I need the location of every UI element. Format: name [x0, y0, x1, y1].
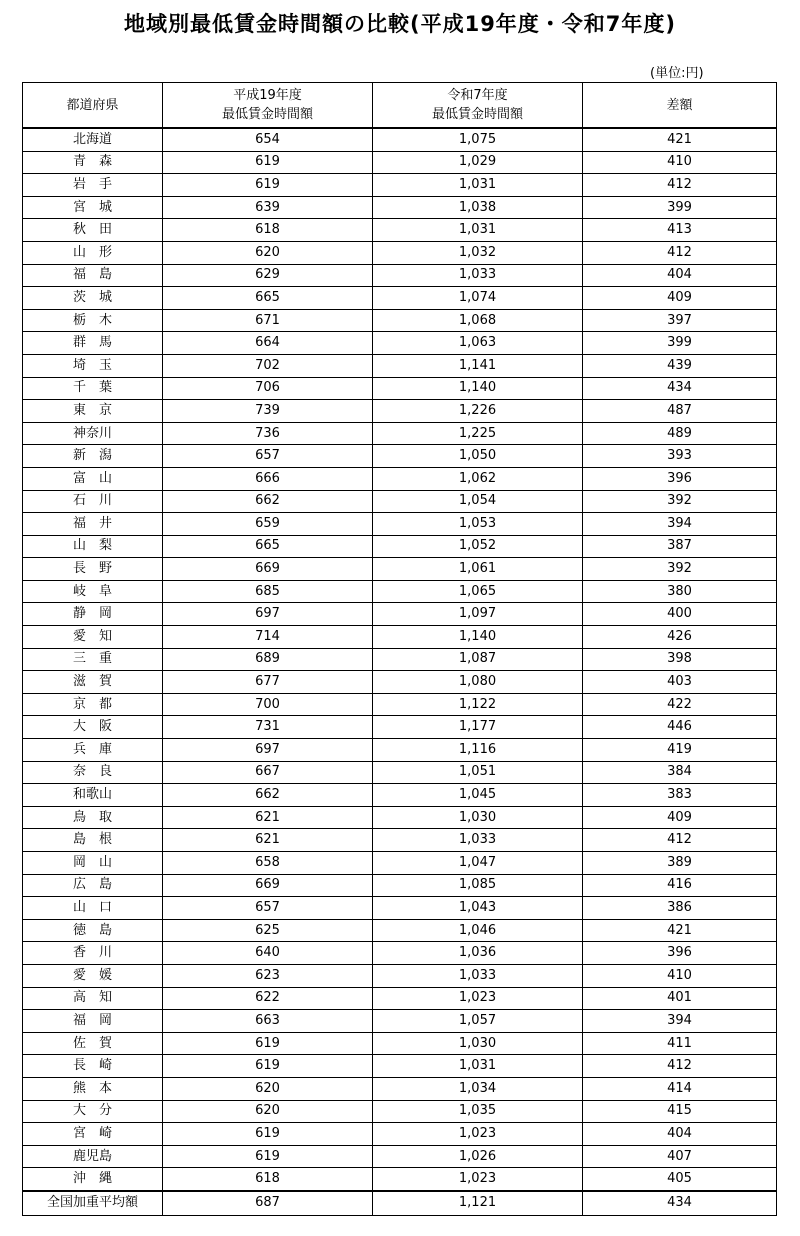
- cell-h19: 659: [163, 513, 373, 536]
- table-row: [23, 761, 777, 784]
- table-row: [23, 309, 777, 332]
- cell-h19: 619: [163, 151, 373, 174]
- table-row: [23, 241, 777, 264]
- cell-r7: 1,032: [373, 241, 583, 264]
- table-row: [23, 219, 777, 242]
- cell-prefecture: 石 川: [23, 490, 163, 513]
- cell-diff: 415: [583, 1100, 777, 1123]
- cell-r7: 1,226: [373, 400, 583, 423]
- cell-prefecture: 大 阪: [23, 716, 163, 739]
- table-row: [23, 580, 777, 603]
- cell-diff: 409: [583, 806, 777, 829]
- cell-h19: 657: [163, 445, 373, 468]
- table-row: [23, 467, 777, 490]
- cell-h19: 739: [163, 400, 373, 423]
- cell-diff: 392: [583, 490, 777, 513]
- cell-prefecture: 兵 庫: [23, 739, 163, 762]
- cell-diff: 446: [583, 716, 777, 739]
- cell-r7: 1,074: [373, 287, 583, 310]
- cell-h19: 689: [163, 648, 373, 671]
- table-row: [23, 806, 777, 829]
- cell-diff: 421: [583, 128, 777, 151]
- cell-r7: 1,052: [373, 535, 583, 558]
- table-row: [23, 151, 777, 174]
- cell-diff: 421: [583, 919, 777, 942]
- table-row: [23, 1010, 777, 1033]
- cell-diff: 389: [583, 852, 777, 875]
- table-row: [23, 919, 777, 942]
- cell-prefecture: 徳 島: [23, 919, 163, 942]
- cell-diff: 411: [583, 1032, 777, 1055]
- cell-prefecture: 福 岡: [23, 1010, 163, 1033]
- cell-r7: 1,122: [373, 693, 583, 716]
- cell-prefecture: 秋 田: [23, 219, 163, 242]
- header-prefecture: 都道府県: [23, 83, 163, 129]
- table-row: [23, 648, 777, 671]
- cell-prefecture: 福 井: [23, 513, 163, 536]
- cell-h19: 622: [163, 987, 373, 1010]
- table-row: [23, 829, 777, 852]
- table-row: [23, 1100, 777, 1123]
- table-row: [23, 964, 777, 987]
- table-body: [23, 128, 777, 1191]
- header-difference: 差額: [583, 83, 777, 129]
- cell-diff: 387: [583, 535, 777, 558]
- cell-r7: 1,023: [373, 987, 583, 1010]
- cell-r7: 1,097: [373, 603, 583, 626]
- table-row: [23, 1145, 777, 1168]
- cell-h19: 621: [163, 806, 373, 829]
- header-row: [23, 83, 777, 129]
- cell-r7: 1,033: [373, 264, 583, 287]
- table-row: [23, 1123, 777, 1146]
- cell-r7: 1,045: [373, 784, 583, 807]
- table-row: [23, 1055, 777, 1078]
- cell-prefecture: 熊 本: [23, 1077, 163, 1100]
- cell-h19: 619: [163, 1055, 373, 1078]
- cell-prefecture: 神奈川: [23, 422, 163, 445]
- cell-diff: 403: [583, 671, 777, 694]
- cell-r7: 1,047: [373, 852, 583, 875]
- cell-r7: 1,036: [373, 942, 583, 965]
- cell-h19: 714: [163, 626, 373, 649]
- cell-prefecture: 青 森: [23, 151, 163, 174]
- cell-r7: 1,035: [373, 1100, 583, 1123]
- cell-r7: 1,054: [373, 490, 583, 513]
- cell-h19: 620: [163, 1077, 373, 1100]
- cell-r7: 1,177: [373, 716, 583, 739]
- header-h19: [163, 83, 373, 129]
- cell-prefecture: 群 馬: [23, 332, 163, 355]
- cell-prefecture: 岩 手: [23, 174, 163, 197]
- cell-h19: 623: [163, 964, 373, 987]
- cell-h19: 619: [163, 174, 373, 197]
- cell-r7: 1,225: [373, 422, 583, 445]
- cell-r7: 1,050: [373, 445, 583, 468]
- cell-prefecture: 高 知: [23, 987, 163, 1010]
- table-row: [23, 196, 777, 219]
- table-row: [23, 716, 777, 739]
- header-h19-label: 最低賃金時間額: [221, 107, 313, 122]
- cell-prefecture: 奈 良: [23, 761, 163, 784]
- cell-h19: 677: [163, 671, 373, 694]
- cell-diff: 404: [583, 264, 777, 287]
- cell-r7: 1,057: [373, 1010, 583, 1033]
- cell-h19: 700: [163, 693, 373, 716]
- cell-r7: 1,080: [373, 671, 583, 694]
- table-row: [23, 332, 777, 355]
- cell-prefecture: 静 岡: [23, 603, 163, 626]
- cell-h19: 702: [163, 354, 373, 377]
- total-h19: 687: [163, 1191, 373, 1216]
- cell-diff: 489: [583, 422, 777, 445]
- cell-prefecture: 宮 崎: [23, 1123, 163, 1146]
- table-row: [23, 354, 777, 377]
- cell-diff: 396: [583, 467, 777, 490]
- cell-prefecture: 沖 縄: [23, 1168, 163, 1191]
- table-row: [23, 603, 777, 626]
- cell-diff: 439: [583, 354, 777, 377]
- cell-r7: 1,116: [373, 739, 583, 762]
- table-row: [23, 287, 777, 310]
- cell-h19: 662: [163, 490, 373, 513]
- table-row: [23, 377, 777, 400]
- cell-prefecture: 愛 知: [23, 626, 163, 649]
- cell-r7: 1,068: [373, 309, 583, 332]
- cell-diff: 419: [583, 739, 777, 762]
- cell-r7: 1,062: [373, 467, 583, 490]
- cell-prefecture: 長 崎: [23, 1055, 163, 1078]
- cell-h19: 657: [163, 897, 373, 920]
- table-row: [23, 784, 777, 807]
- cell-diff: 434: [583, 377, 777, 400]
- cell-h19: 640: [163, 942, 373, 965]
- cell-prefecture: 新 潟: [23, 445, 163, 468]
- table-row: [23, 558, 777, 581]
- cell-diff: 405: [583, 1168, 777, 1191]
- cell-prefecture: 山 口: [23, 897, 163, 920]
- cell-h19: 667: [163, 761, 373, 784]
- cell-h19: 619: [163, 1145, 373, 1168]
- cell-diff: 416: [583, 874, 777, 897]
- cell-h19: 618: [163, 1168, 373, 1191]
- total-label: 全国加重平均額: [23, 1191, 163, 1216]
- cell-prefecture: 鹿児島: [23, 1145, 163, 1168]
- cell-diff: 414: [583, 1077, 777, 1100]
- table-row: [23, 852, 777, 875]
- cell-h19: 706: [163, 377, 373, 400]
- table-row: [23, 490, 777, 513]
- cell-diff: 412: [583, 1055, 777, 1078]
- cell-r7: 1,034: [373, 1077, 583, 1100]
- cell-r7: 1,051: [373, 761, 583, 784]
- table-row: [23, 626, 777, 649]
- cell-h19: 685: [163, 580, 373, 603]
- cell-diff: 397: [583, 309, 777, 332]
- page-title: 地域別最低賃金時間額の比較(平成19年度・令和7年度): [123, 12, 677, 36]
- table-row: [23, 874, 777, 897]
- table-row: [23, 671, 777, 694]
- cell-prefecture: 鳥 取: [23, 806, 163, 829]
- cell-diff: 409: [583, 287, 777, 310]
- wage-table: [22, 82, 777, 1216]
- cell-h19: 639: [163, 196, 373, 219]
- cell-h19: 669: [163, 874, 373, 897]
- cell-h19: 619: [163, 1123, 373, 1146]
- cell-r7: 1,141: [373, 354, 583, 377]
- table-row: [23, 128, 777, 151]
- cell-prefecture: 滋 賀: [23, 671, 163, 694]
- cell-h19: 697: [163, 739, 373, 762]
- cell-prefecture: 岡 山: [23, 852, 163, 875]
- cell-diff: 410: [583, 151, 777, 174]
- cell-diff: 399: [583, 332, 777, 355]
- cell-prefecture: 島 根: [23, 829, 163, 852]
- cell-diff: 422: [583, 693, 777, 716]
- cell-prefecture: 愛 媛: [23, 964, 163, 987]
- cell-r7: 1,046: [373, 919, 583, 942]
- total-r7: 1,121: [373, 1191, 583, 1216]
- table-row: [23, 942, 777, 965]
- cell-r7: 1,061: [373, 558, 583, 581]
- cell-h19: 665: [163, 287, 373, 310]
- cell-prefecture: 福 島: [23, 264, 163, 287]
- cell-h19: 671: [163, 309, 373, 332]
- table-row: [23, 739, 777, 762]
- cell-prefecture: 埼 玉: [23, 354, 163, 377]
- cell-diff: 400: [583, 603, 777, 626]
- header-r7-label: 最低賃金時間額: [431, 107, 523, 122]
- cell-diff: 393: [583, 445, 777, 468]
- cell-prefecture: 香 川: [23, 942, 163, 965]
- table-row: [23, 264, 777, 287]
- cell-diff: 401: [583, 987, 777, 1010]
- cell-r7: 1,026: [373, 1145, 583, 1168]
- cell-r7: 1,043: [373, 897, 583, 920]
- cell-h19: 664: [163, 332, 373, 355]
- table-row: [23, 1168, 777, 1191]
- cell-r7: 1,029: [373, 151, 583, 174]
- cell-diff: 412: [583, 829, 777, 852]
- cell-prefecture: 山 梨: [23, 535, 163, 558]
- cell-diff: 394: [583, 1010, 777, 1033]
- cell-r7: 1,030: [373, 806, 583, 829]
- cell-r7: 1,053: [373, 513, 583, 536]
- cell-r7: 1,031: [373, 1055, 583, 1078]
- table-row: [23, 693, 777, 716]
- cell-prefecture: 東 京: [23, 400, 163, 423]
- cell-h19: 621: [163, 829, 373, 852]
- cell-h19: 731: [163, 716, 373, 739]
- table-row: [23, 422, 777, 445]
- cell-r7: 1,075: [373, 128, 583, 151]
- cell-r7: 1,063: [373, 332, 583, 355]
- cell-diff: 426: [583, 626, 777, 649]
- table-row: [23, 897, 777, 920]
- unit-label: (単位:円): [650, 66, 704, 81]
- cell-diff: 394: [583, 513, 777, 536]
- cell-r7: 1,033: [373, 964, 583, 987]
- cell-diff: 404: [583, 1123, 777, 1146]
- cell-prefecture: 京 都: [23, 693, 163, 716]
- cell-h19: 663: [163, 1010, 373, 1033]
- cell-diff: 407: [583, 1145, 777, 1168]
- cell-r7: 1,023: [373, 1123, 583, 1146]
- cell-prefecture: 大 分: [23, 1100, 163, 1123]
- table-row: [23, 1077, 777, 1100]
- cell-h19: 654: [163, 128, 373, 151]
- table-row: [23, 535, 777, 558]
- cell-diff: 413: [583, 219, 777, 242]
- total-diff: 434: [583, 1191, 777, 1216]
- cell-diff: 398: [583, 648, 777, 671]
- cell-r7: 1,087: [373, 648, 583, 671]
- cell-prefecture: 富 山: [23, 467, 163, 490]
- cell-r7: 1,085: [373, 874, 583, 897]
- cell-diff: 487: [583, 400, 777, 423]
- table-row: [23, 445, 777, 468]
- cell-prefecture: 千 葉: [23, 377, 163, 400]
- total-row: [23, 1191, 777, 1216]
- cell-r7: 1,140: [373, 377, 583, 400]
- cell-diff: 412: [583, 241, 777, 264]
- header-r7-year: 令和7年度: [447, 88, 508, 103]
- cell-h19: 619: [163, 1032, 373, 1055]
- cell-r7: 1,023: [373, 1168, 583, 1191]
- cell-diff: 399: [583, 196, 777, 219]
- cell-h19: 625: [163, 919, 373, 942]
- cell-r7: 1,030: [373, 1032, 583, 1055]
- cell-r7: 1,031: [373, 219, 583, 242]
- cell-h19: 618: [163, 219, 373, 242]
- cell-h19: 669: [163, 558, 373, 581]
- cell-prefecture: 三 重: [23, 648, 163, 671]
- table-row: [23, 1032, 777, 1055]
- cell-prefecture: 栃 木: [23, 309, 163, 332]
- cell-prefecture: 宮 城: [23, 196, 163, 219]
- cell-diff: 396: [583, 942, 777, 965]
- cell-r7: 1,031: [373, 174, 583, 197]
- cell-h19: 658: [163, 852, 373, 875]
- cell-diff: 383: [583, 784, 777, 807]
- cell-prefecture: 長 野: [23, 558, 163, 581]
- cell-diff: 412: [583, 174, 777, 197]
- cell-r7: 1,033: [373, 829, 583, 852]
- cell-diff: 386: [583, 897, 777, 920]
- table-row: [23, 400, 777, 423]
- cell-prefecture: 岐 阜: [23, 580, 163, 603]
- cell-h19: 736: [163, 422, 373, 445]
- cell-prefecture: 佐 賀: [23, 1032, 163, 1055]
- table-row: [23, 513, 777, 536]
- cell-h19: 620: [163, 1100, 373, 1123]
- table-row: [23, 174, 777, 197]
- cell-prefecture: 和歌山: [23, 784, 163, 807]
- cell-diff: 384: [583, 761, 777, 784]
- cell-diff: 380: [583, 580, 777, 603]
- cell-prefecture: 北海道: [23, 128, 163, 151]
- cell-h19: 697: [163, 603, 373, 626]
- table-row: [23, 987, 777, 1010]
- cell-r7: 1,065: [373, 580, 583, 603]
- cell-r7: 1,038: [373, 196, 583, 219]
- cell-prefecture: 山 形: [23, 241, 163, 264]
- cell-h19: 629: [163, 264, 373, 287]
- cell-prefecture: 茨 城: [23, 287, 163, 310]
- cell-h19: 620: [163, 241, 373, 264]
- cell-h19: 665: [163, 535, 373, 558]
- cell-prefecture: 広 島: [23, 874, 163, 897]
- header-r7: [373, 83, 583, 129]
- cell-h19: 666: [163, 467, 373, 490]
- cell-h19: 662: [163, 784, 373, 807]
- cell-diff: 392: [583, 558, 777, 581]
- header-h19-year: 平成19年度: [233, 88, 302, 103]
- cell-diff: 410: [583, 964, 777, 987]
- cell-r7: 1,140: [373, 626, 583, 649]
